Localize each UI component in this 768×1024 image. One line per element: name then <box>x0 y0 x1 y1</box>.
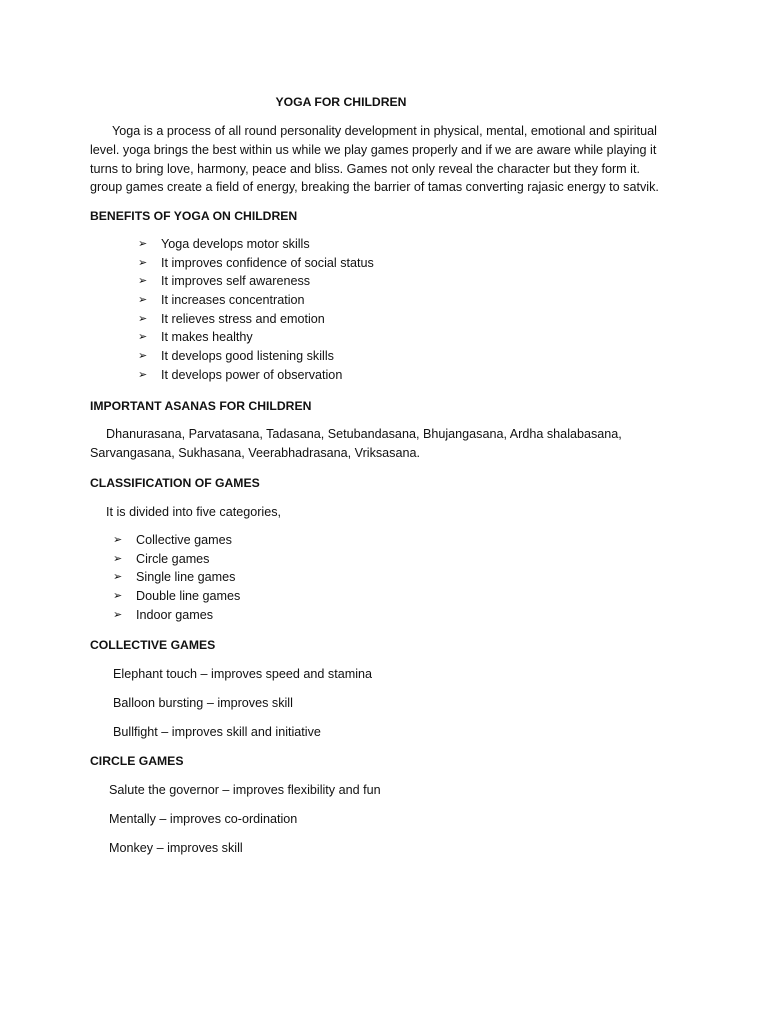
intro-line: level. yoga brings the best within us while we play games properly and if we are aware while playing it <box>90 143 657 157</box>
circle-games-heading: CIRCLE GAMES <box>90 754 184 768</box>
arrow-bullet-icon: ➢ <box>113 571 123 584</box>
asanas-heading: IMPORTANT ASANAS FOR CHILDREN <box>90 399 312 413</box>
list-item: ➢ It relieves stress and emotion <box>138 310 374 329</box>
arrow-bullet-icon: ➢ <box>113 608 123 621</box>
arrow-bullet-icon: ➢ <box>138 294 148 307</box>
intro-line: group games create a field of energy, breaking the barrier of tamas converting rajasic energy to satvik. <box>90 180 659 194</box>
list-item: ➢ It increases concentration <box>138 291 374 310</box>
arrow-bullet-icon: ➢ <box>138 275 148 288</box>
collective-games-heading: COLLECTIVE GAMES <box>90 638 216 652</box>
circle-game-item: Salute the governor – improves flexibility and fun <box>109 783 381 797</box>
collective-game-item: Bullfight – improves skill and initiative <box>113 725 321 739</box>
circle-game-item: Mentally – improves co-ordination <box>109 812 298 826</box>
arrow-bullet-icon: ➢ <box>138 312 148 325</box>
arrow-bullet-icon: ➢ <box>113 590 123 603</box>
arrow-bullet-icon: ➢ <box>113 552 123 565</box>
list-item: ➢ It improves confidence of social status <box>138 254 374 273</box>
list-item: ➢ Yoga develops motor skills <box>138 235 374 254</box>
list-item: ➢ Double line games <box>113 587 240 606</box>
asanas-line: Sarvangasana, Sukhasana, Veerabhadrasana, Vriksasana. <box>90 446 420 460</box>
page-title: YOGA FOR CHILDREN <box>275 95 407 109</box>
benefits-heading: BENEFITS OF YOGA ON CHILDREN <box>90 209 298 223</box>
list-item: ➢ It makes healthy <box>138 328 374 347</box>
circle-game-item: Monkey – improves skill <box>109 841 243 855</box>
list-item: ➢ Single line games <box>113 568 240 587</box>
classification-heading: CLASSIFICATION OF GAMES <box>90 476 260 490</box>
list-item: ➢ Collective games <box>113 531 240 550</box>
benefits-list <box>138 235 374 385</box>
collective-game-item: Balloon bursting – improves skill <box>113 696 293 710</box>
arrow-bullet-icon: ➢ <box>113 534 123 546</box>
arrow-bullet-icon: ➢ <box>138 331 148 344</box>
classification-intro: It is divided into five categories, <box>106 505 282 519</box>
list-item: ➢ Indoor games <box>113 606 240 625</box>
arrow-bullet-icon: ➢ <box>138 350 148 363</box>
asanas-line: Dhanurasana, Parvatasana, Tadasana, Setubandasana, Bhujangasana, Ardha shalabasana, <box>106 427 622 441</box>
list-item: ➢ It develops good listening skills <box>138 347 374 366</box>
intro-line: Yoga is a process of all round personality development in physical, mental, emotional and spiritual <box>112 124 657 138</box>
intro-line: turns to bring love, harmony, peace and bliss. Games not only reveal the character but they form it. <box>90 162 640 176</box>
list-item: ➢ It develops power of observation <box>138 366 374 385</box>
classification-list <box>113 531 240 624</box>
list-item: ➢ Circle games <box>113 550 240 569</box>
arrow-bullet-icon: ➢ <box>138 368 148 381</box>
arrow-bullet-icon: ➢ <box>138 256 148 269</box>
collective-game-item: Elephant touch – improves speed and stamina <box>113 667 373 681</box>
list-item: ➢ It improves self awareness <box>138 272 374 291</box>
arrow-bullet-icon: ➢ <box>138 238 148 250</box>
